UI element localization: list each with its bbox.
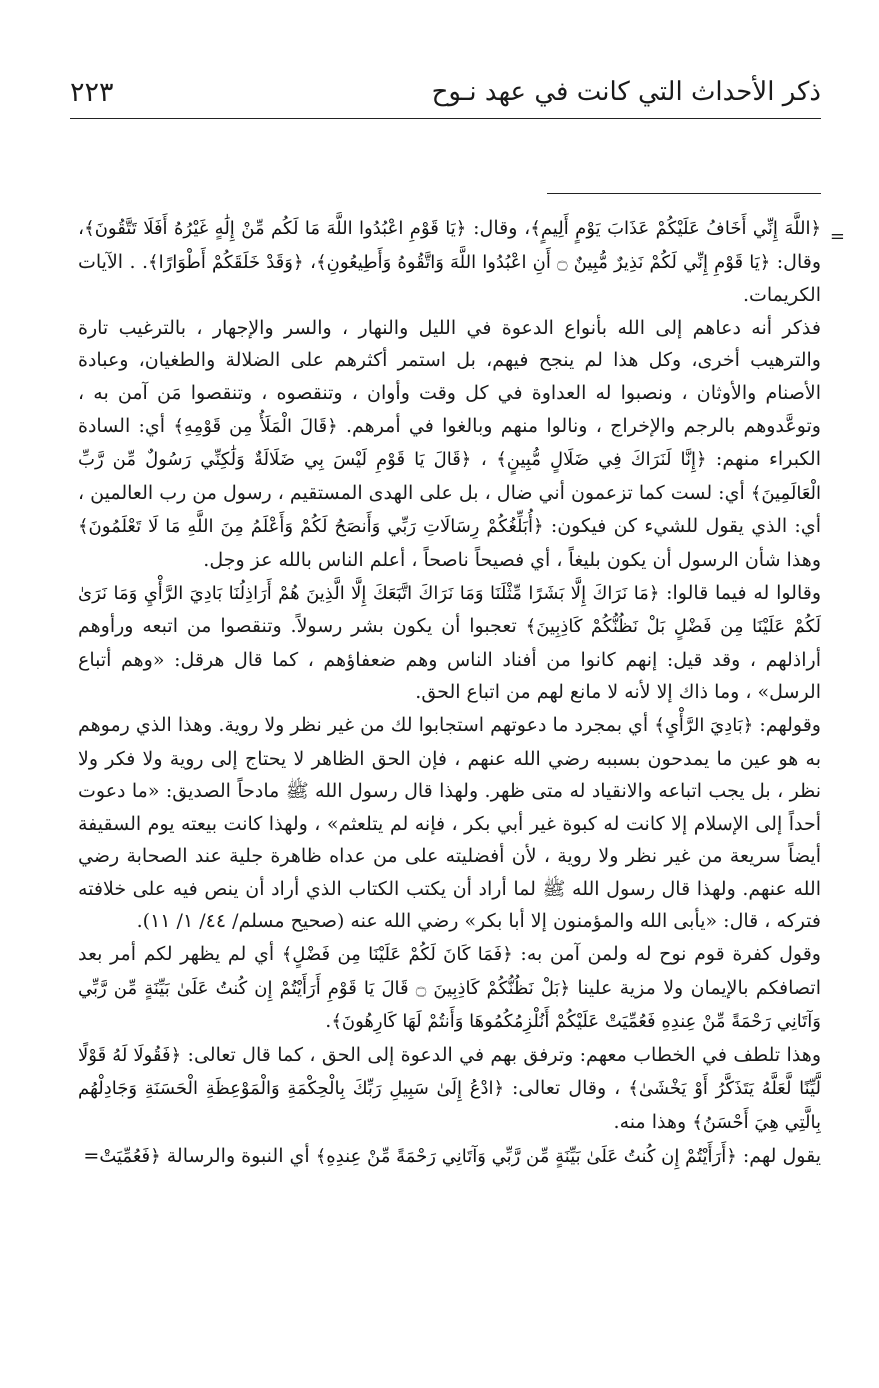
quran-quote: ﴿بَادِيَ الرَّأْيِ﴾ — [654, 714, 754, 736]
commentary-text: وقولهم: — [753, 713, 821, 736]
commentary-text: أي بمجرد ما دعوتهم استجابوا لك من غير نظر ولا روية. وهذا الذي رموهم به هو عين ما يمدحون بسببه رضي الله عنهم ، فإن الحق الظاهر لا يحتاج إلى روية ولا فكر ولا نظر ، بل يجب اتباعه والانقياد له متى ظهر. ولهذا قال رسول الله ﷺ مادحاً الصديق: «ما دعوت أحداً إلى الإسلام إلا كانت له كبوة غير أبي بكر ، فإنه لم يتلعثم» ، ولهذا كانت بيعته يوم السقيفة أيضاً سريعة من غير نظر ولا روية ، لأن أفضليته على من عداه ظاهرة جلية عند الصحابة رضي الله عنهم. ولهذا قال رسول الله ﷺ لما أراد أن يكتب الكتاب الذي أراد أن ينص فيه على خلافته فتركه ، قال: «يأبى الله والمؤمنون إلا أبا بكر» رضي الله عنه (صحيح مسلم/ ٤٤/ ١/ ١١). — [78, 713, 821, 933]
quran-quote: ﴿بَلْ نَظُنُّكُمْ كَاذِبِينَ ۝ قَالَ يَا قَوْمِ أَرَأَيْتُمْ إِن كُنتُ عَلَىٰ بَيِّنَةٍ مِّن رَّبِّي وَآتَانِي رَحْمَةً مِّنْ عِندِهِ فَعُمِّيَتْ عَلَيْكُمْ أَنُلْزِمُكُمُوهَا وَأَنتُمْ لَهَا كَارِهُونَ﴾ — [78, 977, 821, 1033]
commentary-text: ، وقال: — [78, 217, 821, 273]
commentary-text: ، وقال: — [466, 217, 531, 239]
paragraph — [78, 312, 821, 577]
quran-quote: ﴿اللَّهَ إِنِّي أَخَافُ عَلَيْكُمْ عَذَابَ يَوْمٍ أَلِيمٍ﴾ — [530, 218, 821, 239]
commentary-text: . — [325, 1010, 332, 1033]
quran-quote: ﴿قَالَ يَا قَوْمِ لَيْسَ بِي ضَلَالَةٌ وَلَٰكِنِّي رَسُولٌ مِّن رَّبِّ الْعَالَمِينَ﴾ — [78, 449, 821, 504]
quran-quote: ﴿إِنَّا لَنَرَاكَ فِي ضَلَالٍ مُّبِينٍ﴾ — [496, 449, 707, 471]
footnote-divider — [547, 193, 821, 194]
paragraph — [78, 212, 821, 312]
quran-quote: ﴿أَرَأَيْتُمْ إِن كُنتُ عَلَىٰ بَيِّنَةٍ مِّن رَّبِّي وَآتَانِي رَحْمَةً مِّنْ عِندِهِ﴾ — [315, 1145, 737, 1167]
commentary-text: وهذا تلطف في الخطاب معهم: وترفق بهم في الدعوة إلى الحق ، كما قال تعالى: — [181, 1043, 821, 1066]
commentary-text: وهذا منه. — [613, 1111, 693, 1134]
quran-quote: ﴿فَعُمِّيَتْ — [99, 1145, 161, 1167]
quran-quote: ﴿قَالَ الْمَلَأُ مِن قَوْمِهِ﴾ — [173, 415, 338, 437]
quran-quote: ﴿مَا نَرَاكَ إِلَّا بَشَرًا مِّثْلَنَا وَمَا نَرَاكَ اتَّبَعَكَ إِلَّا الَّذِينَ هُمْ أَرَاذِلُنَا بَادِيَ الرَّأْيِ وَمَا نَرَىٰ لَكُمْ عَلَيْنَا مِن فَضْلٍ بَلْ نَظُنُّكُمْ كَاذِبِينَ﴾ — [78, 582, 821, 638]
paragraph — [78, 938, 821, 1039]
commentary-text: يقول لهم: — [736, 1144, 821, 1167]
commentary-text: تعجبوا أن يكون بشر رسولاً. وتنقصوا من اتبعه ورأوهم أراذلهم ، وقد قيل: إنهم كانوا من أفناد الناس وهم ضعفاؤهم ، كما قال هرقل: «وهم أتباع الرسل» ، وما ذاك إلا لأنه لا مانع لهم من اتباع الحق. — [78, 615, 821, 704]
commentary-text: أي النبوة والرسالة — [160, 1144, 316, 1167]
paragraph — [78, 1039, 821, 1140]
quran-quote: ﴿أُبَلِّغُكُمْ رِسَالَاتِ رَبِّي وَأَنصَحُ لَكُمْ وَأَعْلَمُ مِنَ اللَّهِ مَا لَا تَعْلَمُونَ﴾ — [78, 516, 544, 538]
commentary-text: = — [83, 1144, 100, 1167]
commentary-text: ، — [471, 448, 497, 471]
commentary-text: فذكر أنه دعاهم إلى الله بأنواع الدعوة في الليل والنهار ، والسر والإجهار ، بالترغيب تارة والترهيب أخرى، وكل هذا لم ينجح فيهم، بل استمر أكثرهم على الضلالة والطغيان، وعبادة الأصنام والأوثان ، ونصبوا له العداوة في كل وقت وأوان ، وتنقصوه ، وتنقصوا مَن آمن به ، وتوعَّدوهم بالرجم والإخراج ، ونالوا منهم وبالغوا في أمرهم. — [78, 316, 821, 437]
commentary-text: أي: السادة الكبراء منهم: — [78, 414, 821, 471]
commentary-text: . . الآيات الكريمات. — [78, 250, 821, 307]
quran-quote: ﴿فَمَا كَانَ لَكُمْ عَلَيْنَا مِن فَضْلٍ﴾ — [281, 944, 513, 966]
quran-quote: ﴿ادْعُ إِلَىٰ سَبِيلِ رَبِّكَ بِالْحِكْمَةِ وَالْمَوْعِظَةِ الْحَسَنَةِ وَجَادِلْهُم بِالَّتِي هِيَ أَحْسَنُ﴾ — [78, 1078, 821, 1134]
commentary-text: أي لم يظهر لكم أمر بعد اتصافكم بالإيمان ولا مزية علينا — [78, 943, 821, 999]
commentary-text: أي: لست كما تزعمون أني ضال ، بل على الهدى المستقيم ، رسول من رب العالمين ، أي: الذي يقول للشيء كن فيكون: — [78, 481, 821, 538]
commentary-text: وهذا شأن الرسول أن يكون بليغاً ، أي فصيحاً ناصحاً ، أعلم الناس بالله عز وجل. — [203, 548, 821, 571]
paragraph — [78, 1140, 821, 1174]
running-title: ذكر الأحداث التي كانت في عهد نـوح — [431, 77, 821, 107]
commentary-text: وقالوا له فيما قالوا: — [659, 581, 821, 604]
quran-quote: ﴿يَا قَوْمِ إِنِّي لَكُمْ نَذِيرٌ مُّبِينٌ ۝ أَنِ اعْبُدُوا اللَّهَ وَاتَّقُوهُ وَأَطِيعُونِ﴾ — [316, 251, 771, 273]
quran-quote: ﴿وَقَدْ خَلَقَكُمْ أَطْوَارًا﴾ — [148, 251, 304, 273]
commentary-text: وقول كفرة قوم نوح له ولمن آمن به: — [512, 943, 821, 966]
running-header — [70, 66, 821, 119]
paragraph — [78, 709, 821, 938]
continuation-mark: = — [829, 226, 845, 247]
quran-quote: ﴿فَقُولَا لَهُ قَوْلًا لَّيِّنًا لَّعَلَّهُ يَتَذَكَّرُ أَوْ يَخْشَىٰ﴾ — [78, 1044, 821, 1100]
paragraph — [78, 577, 821, 709]
page-number: ٢٢٣ — [70, 76, 114, 108]
commentary-text: ، — [303, 250, 317, 273]
quran-quote: ﴿يَا قَوْمِ اعْبُدُوا اللَّهَ مَا لَكُم مِّنْ إِلَٰهٍ غَيْرُهُ أَفَلَا تَتَّقُونَ﴾ — [84, 218, 467, 239]
footnote-body — [78, 212, 821, 1364]
commentary-text: ، وقال تعالى: — [504, 1077, 629, 1100]
